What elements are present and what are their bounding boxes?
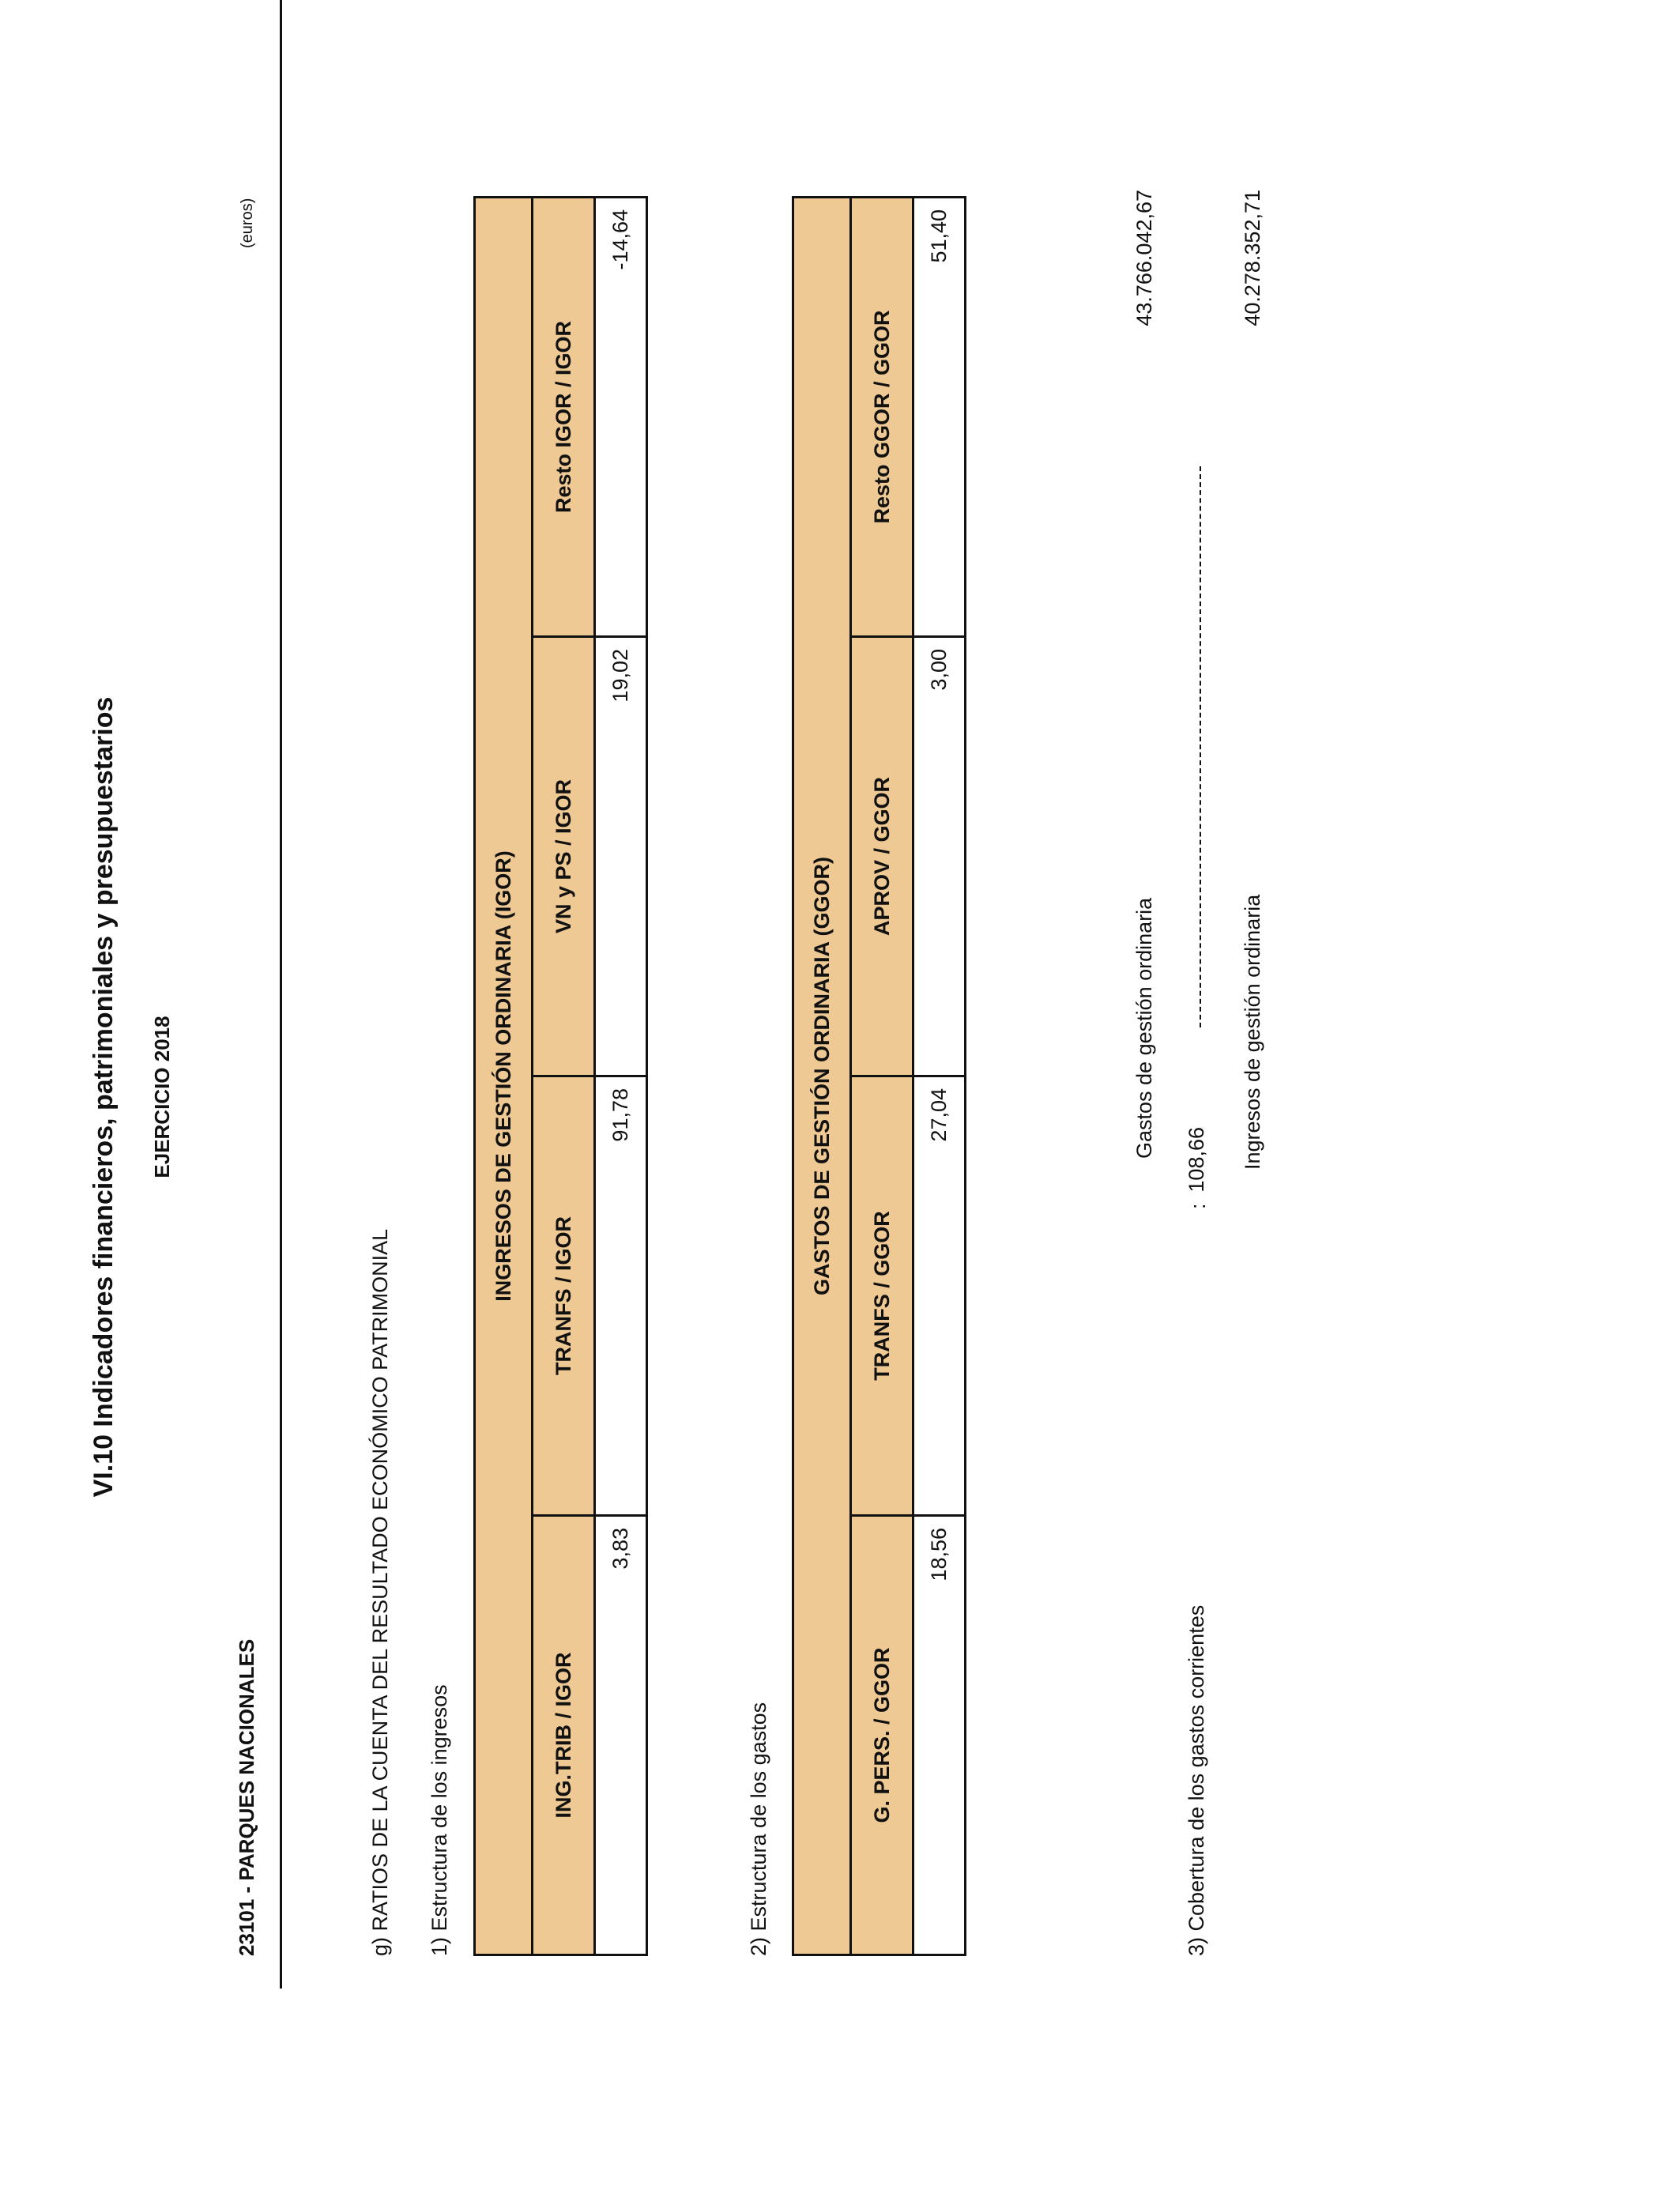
gastos-group-header: GASTOS DE GESTIÓN ORDINARIA (GGOR)	[793, 197, 851, 1955]
gastos-value: 27,04	[913, 1076, 966, 1516]
ingresos-group-header: INGRESOS DE GESTIÓN ORDINARIA (IGOR)	[475, 197, 533, 1955]
gastos-label: 2) Estructura de los gastos	[747, 1702, 770, 1956]
report-title: VI.10 Indicadores financieros, patrimoniales y presupuestarios	[89, 696, 119, 1498]
cobertura-denominator-value: 40.278.352,71	[1241, 190, 1264, 326]
gastos-table	[792, 196, 966, 1956]
cobertura-numerator-value: 43.766.042,67	[1132, 190, 1156, 326]
cobertura-label: 3) Cobertura de los gastos corrientes	[1185, 1604, 1208, 1956]
gastos-value: 3,00	[913, 637, 966, 1076]
gastos-value: 18,56	[913, 1516, 966, 1955]
ingresos-value: 91,78	[595, 1076, 647, 1516]
gastos-col-header: APROV / GGOR	[851, 637, 913, 1076]
ingresos-label: 1) Estructura de los ingresos	[428, 1684, 451, 1956]
ingresos-table	[473, 196, 648, 1956]
ingresos-col-header: TRANFS / IGOR	[533, 1076, 595, 1516]
ingresos-col-header: Resto IGOR / IGOR	[533, 197, 595, 636]
gastos-col-header: Resto GGOR / GGOR	[851, 197, 913, 636]
gastos-col-header: G. PERS. / GGOR	[851, 1516, 913, 1955]
ingresos-col-header: ING.TRIB / IGOR	[533, 1516, 595, 1955]
section-title: g) RATIOS DE LA CUENTA DEL RESULTADO ECONÓMICO PATRIMONIAL	[368, 1228, 392, 1956]
ingresos-value: -14,64	[595, 197, 647, 636]
cobertura-denominator-label: Ingresos de gestión ordinaria	[1241, 894, 1264, 1170]
units-label: (euros)	[239, 198, 256, 248]
cobertura-numerator-label: Gastos de gestión ordinaria	[1132, 897, 1156, 1159]
entity-name: 23101 - PARQUES NACIONALES	[235, 1638, 258, 1956]
fraction-line	[1200, 466, 1201, 1027]
cobertura-separator: :	[1186, 1203, 1210, 1209]
ingresos-value: 19,02	[595, 637, 647, 1076]
gastos-col-header: TRANFS / GGOR	[851, 1076, 913, 1516]
exercise-year: EJERCICIO 2018	[150, 1016, 174, 1178]
cobertura-value: 108,66	[1185, 1127, 1208, 1193]
header-rule	[280, 0, 282, 1989]
ingresos-value: 3,83	[595, 1516, 647, 1955]
gastos-value: 51,40	[913, 197, 966, 636]
ingresos-col-header: VN y PS / IGOR	[533, 637, 595, 1076]
